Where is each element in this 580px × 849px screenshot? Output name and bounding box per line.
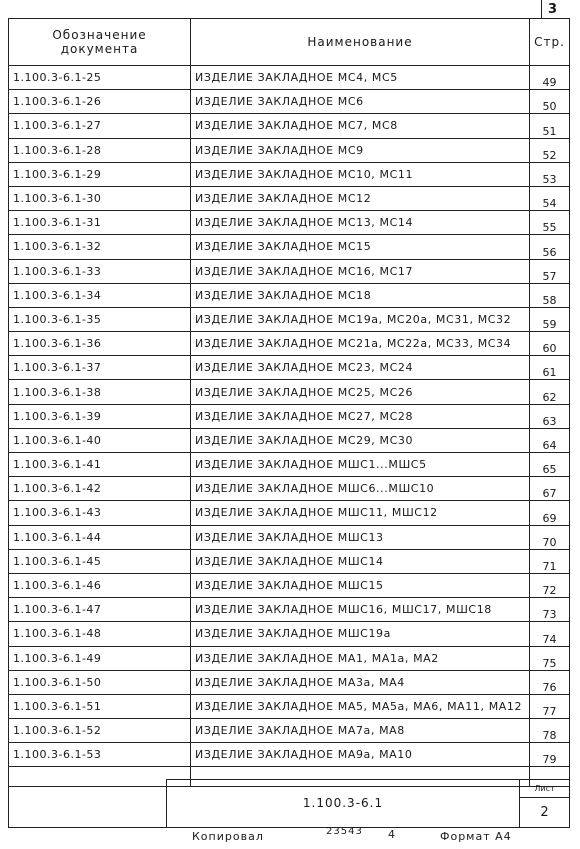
title-block bbox=[166, 779, 570, 828]
table-header-row bbox=[9, 19, 570, 66]
row-code: 1.100.3-6.1-49 bbox=[9, 646, 191, 670]
table-row bbox=[9, 259, 570, 283]
table-row bbox=[9, 598, 570, 622]
row-page: 49 bbox=[530, 66, 570, 90]
table-row bbox=[9, 90, 570, 114]
table-row bbox=[9, 694, 570, 718]
row-code: 1.100.3-6.1-46 bbox=[9, 573, 191, 597]
row-name: ИЗДЕЛИЕ ЗАКЛАДНОЕ МА9а, МА10 bbox=[191, 743, 530, 767]
table-row bbox=[9, 235, 570, 259]
sheet-number: 2 bbox=[540, 805, 549, 820]
row-name: ИЗДЕЛИЕ ЗАКЛАДНОЕ МС18 bbox=[191, 283, 530, 307]
table-row bbox=[9, 307, 570, 331]
table-row bbox=[9, 719, 570, 743]
table-row bbox=[9, 453, 570, 477]
row-name: ИЗДЕЛИЕ ЗАКЛАДНОЕ МШС11, МШС12 bbox=[191, 501, 530, 525]
row-page: 52 bbox=[530, 138, 570, 162]
row-page: 53 bbox=[530, 162, 570, 186]
header-designation-line2: документа bbox=[60, 42, 139, 56]
table-row bbox=[9, 622, 570, 646]
table-row bbox=[9, 162, 570, 186]
row-code: 1.100.3-6.1-53 bbox=[9, 743, 191, 767]
footer-digit: 4 bbox=[388, 828, 396, 841]
table-row bbox=[9, 114, 570, 138]
row-name: ИЗДЕЛИЕ ЗАКЛАДНОЕ МС10, МС11 bbox=[191, 162, 530, 186]
row-page: 71 bbox=[530, 549, 570, 573]
row-name: ИЗДЕЛИЕ ЗАКЛАДНОЕ МС12 bbox=[191, 186, 530, 210]
table-row bbox=[9, 428, 570, 452]
row-code: 1.100.3-6.1-29 bbox=[9, 162, 191, 186]
row-name: ИЗДЕЛИЕ ЗАКЛАДНОЕ МС4, МС5 bbox=[191, 66, 530, 90]
row-code: 1.100.3-6.1-48 bbox=[9, 622, 191, 646]
row-page: 61 bbox=[530, 356, 570, 380]
row-name: ИЗДЕЛИЕ ЗАКЛАДНОЕ МА7а, МА8 bbox=[191, 719, 530, 743]
row-page: 60 bbox=[530, 332, 570, 356]
header-designation bbox=[9, 19, 191, 66]
row-page: 63 bbox=[530, 404, 570, 428]
row-code: 1.100.3-6.1-39 bbox=[9, 404, 191, 428]
row-name: ИЗДЕЛИЕ ЗАКЛАДНОЕ МШС6...МШС10 bbox=[191, 477, 530, 501]
row-code: 1.100.3-6.1-47 bbox=[9, 598, 191, 622]
row-page: 64 bbox=[530, 428, 570, 452]
row-name: ИЗДЕЛИЕ ЗАКЛАДНОЕ МШС16, МШС17, МШС18 bbox=[191, 598, 530, 622]
table-row bbox=[9, 356, 570, 380]
row-code: 1.100.3-6.1-50 bbox=[9, 670, 191, 694]
table-row bbox=[9, 66, 570, 90]
row-page: 70 bbox=[530, 525, 570, 549]
row-page: 50 bbox=[530, 90, 570, 114]
table-row bbox=[9, 404, 570, 428]
row-name: ИЗДЕЛИЕ ЗАКЛАДНОЕ МС27, МС28 bbox=[191, 404, 530, 428]
table-row bbox=[9, 186, 570, 210]
table-row bbox=[9, 646, 570, 670]
row-code: 1.100.3-6.1-41 bbox=[9, 453, 191, 477]
row-code: 1.100.3-6.1-36 bbox=[9, 332, 191, 356]
table-row bbox=[9, 573, 570, 597]
row-page: 58 bbox=[530, 283, 570, 307]
title-block-doc-code: 1.100.3-6.1 bbox=[302, 796, 384, 810]
row-name: ИЗДЕЛИЕ ЗАКЛАДНОЕ МС29, МС30 bbox=[191, 428, 530, 452]
row-page: 72 bbox=[530, 573, 570, 597]
row-page: 78 bbox=[530, 719, 570, 743]
row-name: ИЗДЕЛИЕ ЗАКЛАДНОЕ МШС15 bbox=[191, 573, 530, 597]
table-row bbox=[9, 501, 570, 525]
row-page: 57 bbox=[530, 259, 570, 283]
row-page: 79 bbox=[530, 743, 570, 767]
row-code: 1.100.3-6.1-38 bbox=[9, 380, 191, 404]
row-code: 1.100.3-6.1-40 bbox=[9, 428, 191, 452]
row-code: 1.100.3-6.1-31 bbox=[9, 211, 191, 235]
table-row bbox=[9, 549, 570, 573]
row-page: 62 bbox=[530, 380, 570, 404]
row-name: ИЗДЕЛИЕ ЗАКЛАДНОЕ МШС14 bbox=[191, 549, 530, 573]
table-row bbox=[9, 211, 570, 235]
row-code: 1.100.3-6.1-42 bbox=[9, 477, 191, 501]
header-page: Стр. bbox=[530, 19, 570, 66]
row-code: 1.100.3-6.1-28 bbox=[9, 138, 191, 162]
row-page: 59 bbox=[530, 307, 570, 331]
row-name: ИЗДЕЛИЕ ЗАКЛАДНОЕ МС15 bbox=[191, 235, 530, 259]
row-name: ИЗДЕЛИЕ ЗАКЛАДНОЕ МШС19а bbox=[191, 622, 530, 646]
row-page: 65 bbox=[530, 453, 570, 477]
row-name: ИЗДЕЛИЕ ЗАКЛАДНОЕ МС23, МС24 bbox=[191, 356, 530, 380]
row-code: 1.100.3-6.1-34 bbox=[9, 283, 191, 307]
row-code: 1.100.3-6.1-30 bbox=[9, 186, 191, 210]
footer-copied: Копировал bbox=[192, 830, 264, 843]
row-code: 1.100.3-6.1-26 bbox=[9, 90, 191, 114]
row-page: 74 bbox=[530, 622, 570, 646]
row-code: 1.100.3-6.1-35 bbox=[9, 307, 191, 331]
row-name: ИЗДЕЛИЕ ЗАКЛАДНОЕ МС19а, МС20а, МС31, МС32 bbox=[191, 307, 530, 331]
row-page: 73 bbox=[530, 598, 570, 622]
header-name: Наименование bbox=[191, 19, 530, 66]
row-name: ИЗДЕЛИЕ ЗАКЛАДНОЕ МС16, МС17 bbox=[191, 259, 530, 283]
row-page: 51 bbox=[530, 114, 570, 138]
empty-cell bbox=[9, 767, 191, 787]
row-code: 1.100.3-6.1-52 bbox=[9, 719, 191, 743]
row-name: ИЗДЕЛИЕ ЗАКЛАДНОЕ МС21а, МС22а, МС33, МС34 bbox=[191, 332, 530, 356]
row-name: ИЗДЕЛИЕ ЗАКЛАДНОЕ МС7, МС8 bbox=[191, 114, 530, 138]
row-code: 1.100.3-6.1-27 bbox=[9, 114, 191, 138]
row-name: ИЗДЕЛИЕ ЗАКЛАДНОЕ МШС13 bbox=[191, 525, 530, 549]
row-code: 1.100.3-6.1-43 bbox=[9, 501, 191, 525]
row-name: ИЗДЕЛИЕ ЗАКЛАДНОЕ МА5, МА5а, МА6, МА11, МА12 bbox=[191, 694, 530, 718]
row-name: ИЗДЕЛИЕ ЗАКЛАДНОЕ МА1, МА1а, МА2 bbox=[191, 646, 530, 670]
row-page: 77 bbox=[530, 694, 570, 718]
sheet-label: Лист bbox=[520, 780, 569, 798]
row-page: 54 bbox=[530, 186, 570, 210]
row-code: 1.100.3-6.1-32 bbox=[9, 235, 191, 259]
row-name: ИЗДЕЛИЕ ЗАКЛАДНОЕ МС25, МС26 bbox=[191, 380, 530, 404]
table-row bbox=[9, 380, 570, 404]
row-code: 1.100.3-6.1-44 bbox=[9, 525, 191, 549]
row-code: 1.100.3-6.1-45 bbox=[9, 549, 191, 573]
row-page: 67 bbox=[530, 477, 570, 501]
row-name: ИЗДЕЛИЕ ЗАКЛАДНОЕ МС6 bbox=[191, 90, 530, 114]
table-row bbox=[9, 525, 570, 549]
row-page: 76 bbox=[530, 670, 570, 694]
page-number: 3 bbox=[541, 0, 571, 19]
contents-table bbox=[8, 18, 570, 787]
table-row bbox=[9, 670, 570, 694]
table-row bbox=[9, 283, 570, 307]
table-row bbox=[9, 332, 570, 356]
row-code: 1.100.3-6.1-25 bbox=[9, 66, 191, 90]
row-code: 1.100.3-6.1-37 bbox=[9, 356, 191, 380]
row-name: ИЗДЕЛИЕ ЗАКЛАДНОЕ МС9 bbox=[191, 138, 530, 162]
footer-number: 23543 bbox=[326, 826, 363, 837]
row-name: ИЗДЕЛИЕ ЗАКЛАДНОЕ МС13, МС14 bbox=[191, 211, 530, 235]
row-code: 1.100.3-6.1-33 bbox=[9, 259, 191, 283]
row-page: 69 bbox=[530, 501, 570, 525]
row-name: ИЗДЕЛИЕ ЗАКЛАДНОЕ МА3а, МА4 bbox=[191, 670, 530, 694]
row-code: 1.100.3-6.1-51 bbox=[9, 694, 191, 718]
table-row bbox=[9, 743, 570, 767]
row-page: 55 bbox=[530, 211, 570, 235]
table-row bbox=[9, 477, 570, 501]
footer-format: Формат А4 bbox=[440, 830, 512, 843]
row-page: 56 bbox=[530, 235, 570, 259]
row-name: ИЗДЕЛИЕ ЗАКЛАДНОЕ МШС1...МШС5 bbox=[191, 453, 530, 477]
title-block-sheet bbox=[519, 780, 569, 827]
header-designation-line1: Обозначение bbox=[52, 28, 147, 42]
row-page: 75 bbox=[530, 646, 570, 670]
table-row bbox=[9, 138, 570, 162]
